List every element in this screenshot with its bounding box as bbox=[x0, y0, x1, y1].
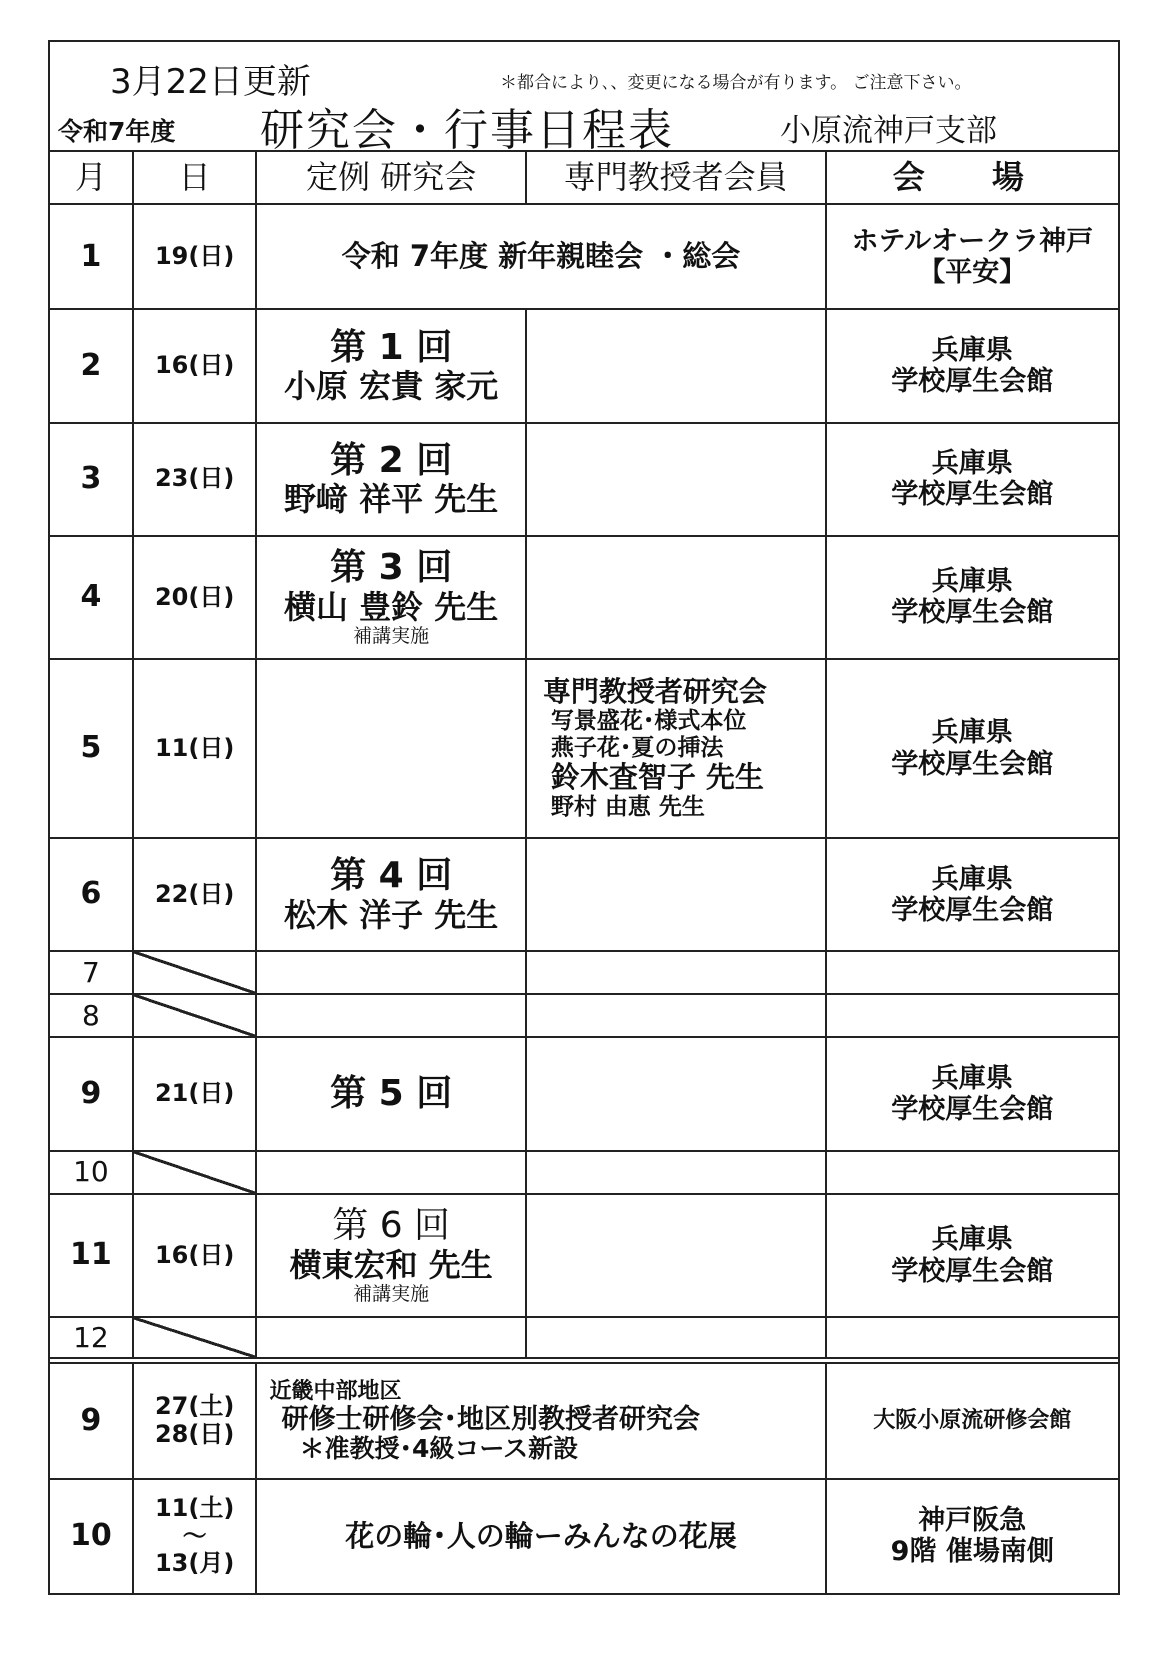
professional-cell bbox=[526, 536, 826, 659]
venue-line: 学校厚生会館 bbox=[891, 748, 1054, 780]
month-cell: 7 bbox=[49, 951, 133, 994]
month-cell: 9 bbox=[49, 1037, 133, 1150]
schedule-table bbox=[48, 150, 1120, 1595]
teacher-name: 野村 由恵 先生 bbox=[550, 794, 705, 821]
month-cell: 3 bbox=[49, 423, 133, 536]
day-cell: 22(日) bbox=[133, 838, 257, 951]
table-row bbox=[49, 1317, 1119, 1358]
professional-cell bbox=[526, 659, 826, 838]
teacher-name: 横東宏和 先生 bbox=[289, 1245, 493, 1284]
venue-cell: 大阪小原流研修会館 bbox=[826, 1363, 1119, 1478]
event-cell: 令和 7年度 新年親睦会 ・総会 bbox=[256, 204, 825, 309]
day-cell: 16(日) bbox=[133, 1194, 257, 1317]
session-number: 第 3 回 bbox=[330, 547, 453, 589]
col-venue: 会 場 bbox=[826, 151, 1119, 204]
venue-cell bbox=[826, 659, 1119, 838]
regular-cell bbox=[256, 951, 525, 994]
session-number: 第 6 回 bbox=[332, 1205, 451, 1247]
fiscal-year: 令和7年度 bbox=[58, 117, 176, 146]
notice-text: ＊都合により､、変更になる場合が有ります。 ご注意下さい。 bbox=[500, 73, 972, 93]
month-cell: 4 bbox=[49, 536, 133, 659]
day-cell: 23(日) bbox=[133, 423, 257, 536]
regular-cell bbox=[256, 423, 525, 536]
venue-line: 兵庫県 bbox=[931, 448, 1013, 480]
regular-cell bbox=[256, 309, 525, 422]
venue-line: 学校厚生会館 bbox=[891, 597, 1054, 629]
day-cell: 21(日) bbox=[133, 1037, 257, 1150]
table-row bbox=[49, 309, 1119, 422]
table-row bbox=[49, 838, 1119, 951]
professional-cell bbox=[526, 1194, 826, 1317]
venue-line: 学校厚生会館 bbox=[891, 1255, 1054, 1287]
prof-session-title: 専門教授者研究会 bbox=[542, 675, 767, 709]
venue-line: 【平安】 bbox=[918, 256, 1027, 288]
teacher-name: 松木 洋子 先生 bbox=[284, 895, 499, 934]
venue-cell bbox=[826, 423, 1119, 536]
venue-line: 兵庫県 bbox=[931, 1063, 1013, 1094]
month-cell: 11 bbox=[49, 1194, 133, 1317]
updated-date: 3月22日更新 bbox=[110, 62, 311, 102]
venue-line: 兵庫県 bbox=[931, 717, 1013, 749]
table-row bbox=[49, 423, 1119, 536]
professional-cell bbox=[526, 1037, 826, 1150]
venue-cell bbox=[826, 951, 1119, 994]
makeup-note: 補講実施 bbox=[353, 624, 430, 647]
regular-cell bbox=[256, 1317, 525, 1358]
table-row bbox=[49, 204, 1119, 309]
day-cell: 16(日) bbox=[133, 309, 257, 422]
day-line: 27(土) bbox=[154, 1392, 235, 1421]
venue-line: 兵庫県 bbox=[931, 1224, 1013, 1256]
session-number: 第 1 回 bbox=[330, 326, 453, 368]
venue-line: 兵庫県 bbox=[931, 566, 1013, 598]
teacher-name: 小原 宏貴 家元 bbox=[284, 367, 499, 406]
empty-day-slash bbox=[133, 1317, 257, 1358]
empty-day-slash bbox=[133, 994, 257, 1037]
table-row bbox=[49, 1363, 1119, 1478]
venue-line: 兵庫県 bbox=[931, 334, 1013, 366]
regular-cell bbox=[256, 1151, 525, 1194]
col-regular: 定例 研究会 bbox=[256, 151, 525, 204]
professional-cell bbox=[526, 1317, 826, 1358]
event-cell bbox=[256, 1363, 825, 1478]
col-month: 月 bbox=[49, 151, 133, 204]
col-day: 日 bbox=[133, 151, 257, 204]
event-note: ＊准教授･4級コース新設 bbox=[299, 1433, 579, 1463]
venue-cell bbox=[826, 994, 1119, 1037]
venue-line: 9階 催場南側 bbox=[890, 1536, 1054, 1568]
page-title: 研究会・行事日程表 bbox=[260, 105, 674, 156]
branch-name: 小原流神戸支部 bbox=[780, 113, 997, 149]
month-cell: 5 bbox=[49, 659, 133, 838]
venue-cell bbox=[826, 536, 1119, 659]
professional-cell bbox=[526, 423, 826, 536]
column-header-row bbox=[49, 151, 1119, 204]
empty-day-slash bbox=[133, 951, 257, 994]
professional-cell bbox=[526, 1151, 826, 1194]
table-row bbox=[49, 1479, 1119, 1594]
schedule-page bbox=[48, 40, 1118, 1595]
regular-cell bbox=[256, 838, 525, 951]
day-cell: 20(日) bbox=[133, 536, 257, 659]
venue-line: 学校厚生会館 bbox=[891, 479, 1054, 511]
professional-cell bbox=[526, 951, 826, 994]
empty-day-slash bbox=[133, 1151, 257, 1194]
professional-cell bbox=[526, 309, 826, 422]
month-cell: 12 bbox=[49, 1317, 133, 1358]
venue-line: 学校厚生会館 bbox=[891, 1094, 1054, 1126]
venue-line: ホテルオークラ神戸 bbox=[851, 225, 1094, 257]
venue-cell bbox=[826, 204, 1119, 309]
venue-cell bbox=[826, 309, 1119, 422]
day-range-separator: 〜 bbox=[182, 1521, 207, 1550]
table-row bbox=[49, 536, 1119, 659]
month-cell: 10 bbox=[49, 1151, 133, 1194]
prof-topic: 写景盛花･様式本位 bbox=[550, 708, 747, 735]
col-professional: 専門教授者会員 bbox=[526, 151, 826, 204]
venue-cell bbox=[826, 1037, 1119, 1150]
month-cell: 8 bbox=[49, 994, 133, 1037]
day-cell: 19(日) bbox=[133, 204, 257, 309]
month-cell: 9 bbox=[49, 1363, 133, 1478]
month-cell: 10 bbox=[49, 1479, 133, 1594]
day-line: 13(月) bbox=[154, 1549, 235, 1578]
venue-line: 学校厚生会館 bbox=[891, 365, 1054, 397]
professional-cell bbox=[526, 994, 826, 1037]
teacher-name: 鈴木査智子 先生 bbox=[550, 760, 764, 795]
table-row bbox=[49, 951, 1119, 994]
month-cell: 6 bbox=[49, 838, 133, 951]
table-row bbox=[49, 994, 1119, 1037]
day-line: 28(日) bbox=[154, 1420, 235, 1449]
venue-cell bbox=[826, 1151, 1119, 1194]
teacher-name: 横山 豊鈴 先生 bbox=[284, 587, 499, 626]
venue-line: 学校厚生会館 bbox=[891, 894, 1054, 926]
regular-cell bbox=[256, 994, 525, 1037]
venue-cell bbox=[826, 1479, 1119, 1594]
table-row bbox=[49, 1151, 1119, 1194]
venue-cell bbox=[826, 1194, 1119, 1317]
month-cell: 1 bbox=[49, 204, 133, 309]
event-title: 研修士研修会･地区別教授者研究会 bbox=[281, 1403, 700, 1435]
venue-cell bbox=[826, 838, 1119, 951]
prof-topic: 燕子花･夏の挿法 bbox=[550, 734, 724, 761]
session-number: 第 4 回 bbox=[330, 855, 453, 897]
event-region: 近畿中部地区 bbox=[269, 1378, 402, 1404]
header-box bbox=[48, 40, 1120, 156]
venue-cell bbox=[826, 1317, 1119, 1358]
session-number: 第 2 回 bbox=[330, 439, 453, 481]
day-cell bbox=[133, 1363, 257, 1478]
event-cell: 花の輪･人の輪ーみんなの花展 bbox=[256, 1479, 825, 1594]
regular-cell bbox=[256, 1037, 525, 1150]
table-row bbox=[49, 1194, 1119, 1317]
venue-line: 神戸阪急 bbox=[918, 1505, 1027, 1537]
venue-line: 兵庫県 bbox=[931, 863, 1013, 895]
day-line: 11(土) bbox=[154, 1493, 235, 1522]
regular-cell bbox=[256, 536, 525, 659]
teacher-name: 野﨑 祥平 先生 bbox=[284, 480, 499, 519]
day-cell: 11(日) bbox=[133, 659, 257, 838]
regular-cell bbox=[256, 1194, 525, 1317]
professional-cell bbox=[526, 838, 826, 951]
day-cell bbox=[133, 1479, 257, 1594]
table-row bbox=[49, 659, 1119, 838]
regular-cell bbox=[256, 659, 525, 838]
month-cell: 2 bbox=[49, 309, 133, 422]
table-row bbox=[49, 1037, 1119, 1150]
session-number: 第 5 回 bbox=[330, 1073, 453, 1115]
makeup-note: 補講実施 bbox=[353, 1282, 430, 1305]
